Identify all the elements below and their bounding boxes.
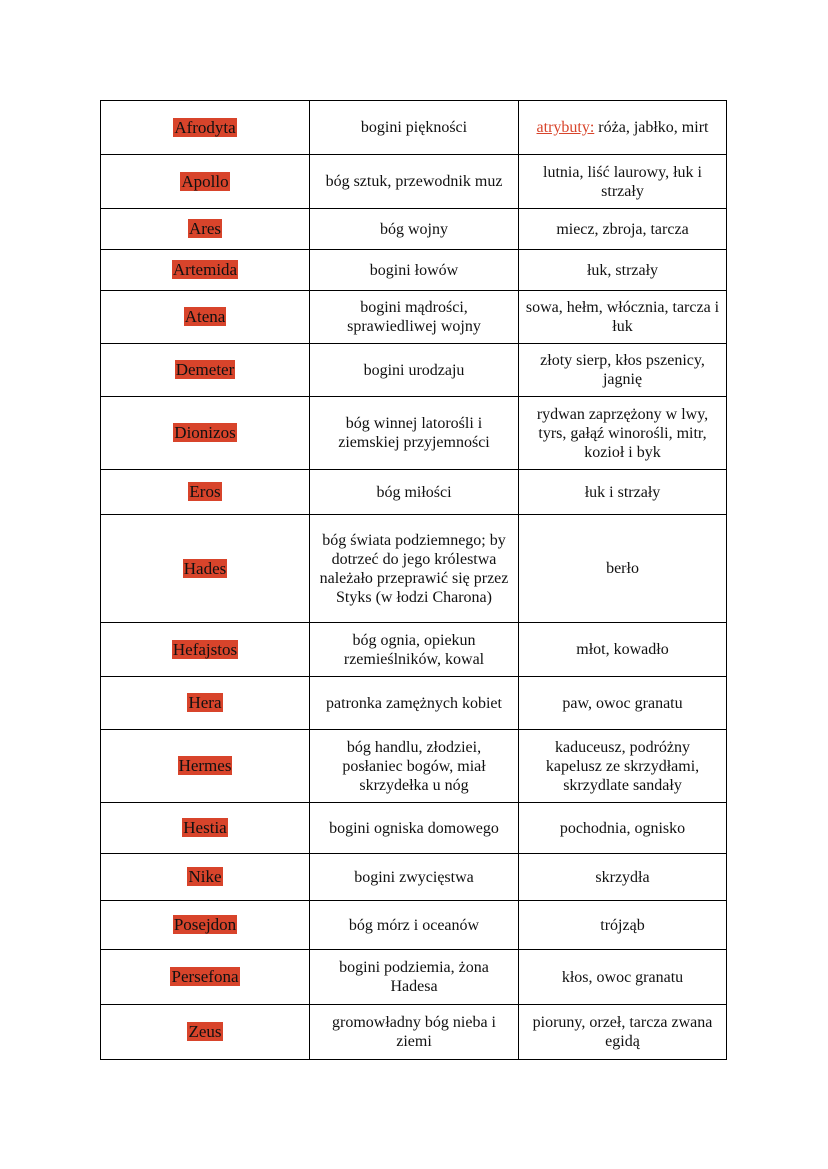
god-name: Apollo bbox=[181, 171, 229, 191]
god-attributes-cell: sowa, hełm, włócznia, tarcza i łuk bbox=[519, 291, 727, 344]
god-domain-cell: bóg świata podziemnego; by dotrzeć do jego królestwa należało przeprawić się przez Styks (w łodzi Charona) bbox=[310, 515, 519, 623]
god-name-cell bbox=[101, 1005, 310, 1060]
god-attributes-cell: łuk, strzały bbox=[519, 250, 727, 291]
god-domain-cell: bóg winnej latorośli i ziemskiej przyjemności bbox=[310, 397, 519, 470]
god-attributes-cell bbox=[519, 101, 727, 155]
god-name: Nike bbox=[188, 867, 222, 886]
table-row bbox=[101, 950, 727, 1005]
table-row bbox=[101, 291, 727, 344]
god-name-cell bbox=[101, 397, 310, 470]
god-name-cell bbox=[101, 470, 310, 515]
god-domain-cell: bogini ogniska domowego bbox=[310, 803, 519, 854]
table-row bbox=[101, 397, 727, 470]
god-domain-cell: bogini zwycięstwa bbox=[310, 854, 519, 901]
god-name-cell bbox=[101, 854, 310, 901]
god-name-cell bbox=[101, 950, 310, 1005]
god-domain-cell: bóg miłości bbox=[310, 470, 519, 515]
attributes-label: atrybuty: bbox=[536, 119, 595, 136]
god-name-cell bbox=[101, 344, 310, 397]
god-attributes-cell: skrzydła bbox=[519, 854, 727, 901]
god-name-cell bbox=[101, 155, 310, 209]
table-row bbox=[101, 623, 727, 677]
god-name: Persefona bbox=[171, 967, 239, 986]
god-domain-cell: bogini urodzaju bbox=[310, 344, 519, 397]
god-name-cell bbox=[101, 901, 310, 950]
god-attributes-cell: trójząb bbox=[519, 901, 727, 950]
god-attributes-cell: pochodnia, ognisko bbox=[519, 803, 727, 854]
god-domain-cell: bóg sztuk, przewodnik muz bbox=[310, 155, 519, 209]
god-attributes-cell: lutnia, liść laurowy, łuk i strzały bbox=[519, 155, 727, 209]
god-name: Dionizos bbox=[174, 423, 236, 442]
table-row bbox=[101, 250, 727, 291]
god-name: Demeter bbox=[175, 360, 235, 379]
god-attributes-cell: pioruny, orzeł, tarcza zwana egidą bbox=[519, 1005, 727, 1060]
table-row bbox=[101, 854, 727, 901]
god-name: Hera bbox=[188, 693, 222, 712]
god-attributes: róża, jabłko, mirt bbox=[598, 119, 709, 136]
god-domain-cell: bogini piękności bbox=[310, 101, 519, 155]
god-attributes-cell: rydwan zaprzężony w lwy, tyrs, gałąź winorośli, mitr, kozioł i byk bbox=[519, 397, 727, 470]
table-row bbox=[101, 1005, 727, 1060]
god-domain-cell: bóg ognia, opiekun rzemieślników, kowal bbox=[310, 623, 519, 677]
god-name: Hefajstos bbox=[172, 639, 238, 659]
god-name: Zeus bbox=[188, 1022, 222, 1041]
god-name: Posejdon bbox=[173, 915, 237, 934]
god-domain-cell: bóg mórz i oceanów bbox=[310, 901, 519, 950]
god-name: Afrodyta bbox=[174, 117, 236, 137]
god-name-cell bbox=[101, 677, 310, 730]
god-attributes-cell: miecz, zbroja, tarcza bbox=[519, 209, 727, 250]
god-name: Ares bbox=[188, 219, 222, 238]
god-domain-cell: bóg handlu, złodziei, posłaniec bogów, miał skrzydełka u nóg bbox=[310, 730, 519, 803]
gods-table bbox=[100, 100, 727, 1060]
god-name-cell bbox=[101, 623, 310, 677]
god-name-cell bbox=[101, 730, 310, 803]
god-name: Hades bbox=[183, 558, 227, 578]
god-attributes-cell: kłos, owoc granatu bbox=[519, 950, 727, 1005]
table-row bbox=[101, 155, 727, 209]
god-name: Atena bbox=[184, 307, 226, 326]
god-attributes-cell: berło bbox=[519, 515, 727, 623]
god-name: Hestia bbox=[183, 818, 227, 837]
table-row bbox=[101, 803, 727, 854]
god-domain-cell: patronka zamężnych kobiet bbox=[310, 677, 519, 730]
table-row bbox=[101, 730, 727, 803]
god-name: Eros bbox=[189, 482, 221, 501]
god-name-cell bbox=[101, 209, 310, 250]
table-row bbox=[101, 101, 727, 155]
table-row bbox=[101, 515, 727, 623]
god-attributes-cell: paw, owoc granatu bbox=[519, 677, 727, 730]
god-domain-cell: bogini podziemia, żona Hadesa bbox=[310, 950, 519, 1005]
god-domain-cell: bóg wojny bbox=[310, 209, 519, 250]
table-row bbox=[101, 677, 727, 730]
god-name: Hermes bbox=[178, 756, 232, 775]
god-attributes-cell: kaduceusz, podróżny kapelusz ze skrzydłami, skrzydlate sandały bbox=[519, 730, 727, 803]
god-domain-cell: bogini mądrości, sprawiedliwej wojny bbox=[310, 291, 519, 344]
god-domain-cell: bogini łowów bbox=[310, 250, 519, 291]
god-name-cell bbox=[101, 250, 310, 291]
table-row bbox=[101, 209, 727, 250]
table-row bbox=[101, 470, 727, 515]
table-row bbox=[101, 344, 727, 397]
god-name-cell bbox=[101, 101, 310, 155]
god-domain-cell: gromowładny bóg nieba i ziemi bbox=[310, 1005, 519, 1060]
god-attributes-cell: złoty sierp, kłos pszenicy, jagnię bbox=[519, 344, 727, 397]
god-name-cell bbox=[101, 291, 310, 344]
god-attributes-cell: łuk i strzały bbox=[519, 470, 727, 515]
god-name-cell bbox=[101, 515, 310, 623]
god-name: Artemida bbox=[172, 260, 238, 279]
table-row bbox=[101, 901, 727, 950]
god-name-cell bbox=[101, 803, 310, 854]
gods-table-body bbox=[101, 101, 727, 1060]
god-attributes-cell: młot, kowadło bbox=[519, 623, 727, 677]
